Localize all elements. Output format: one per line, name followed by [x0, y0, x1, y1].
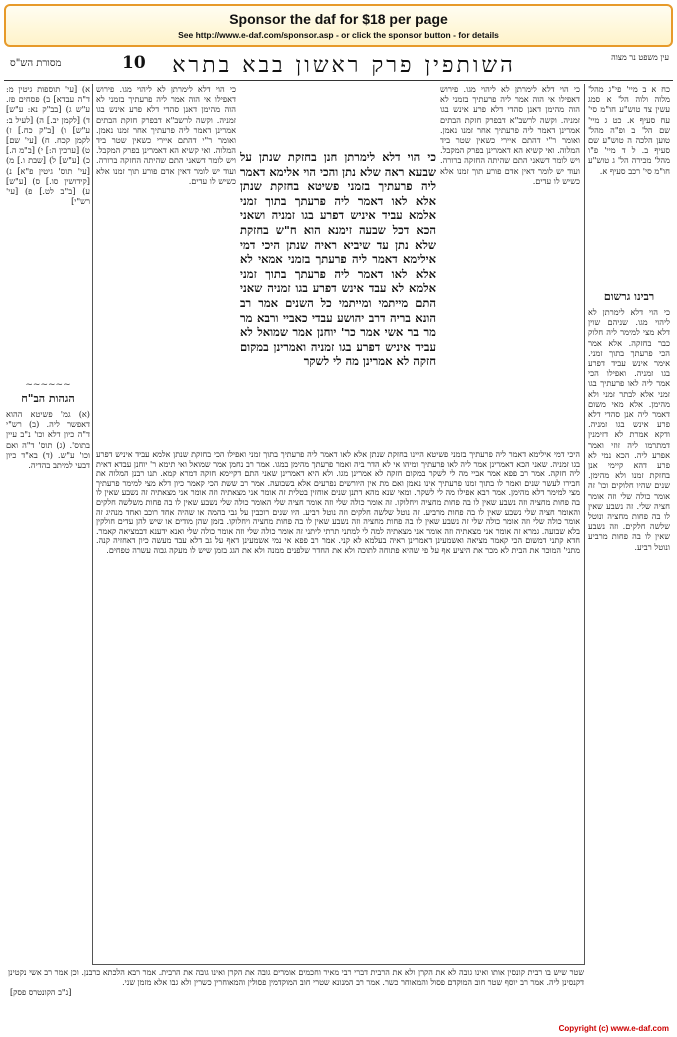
column-rule — [92, 84, 93, 964]
left-margin-note: [נ"ב הקונטרס פסק] — [10, 988, 72, 997]
commentary-body — [96, 450, 580, 965]
bottom-rule — [92, 964, 585, 965]
page-header — [4, 50, 673, 81]
hagahot-title: הגהות הב"ח — [21, 392, 75, 405]
bottom-commentary — [8, 968, 584, 1028]
rabbeinu-gershom-text: כי הוי דלא לימרתן לא ליהוי מגו. שניהם שוין דלא מצי למימר ליה חלוק כבר בחזקה. אלא אמר הכי פרעתך בתוך זמני. אימר אינש עביד דפרע בגו זמניה. ואפילו הכי אמר ליה לאו פרעתיך בגו זמני אלא לבתר זמני ולא מהימן. אלא מאי משום דאמר ליה אנן סהדי דלא פרע אינש בגו זמניה. ודקא אמרת לא דזימנין דמתרמו ליה זוזי ואמר אפרע ליה. הכא נמי לא פרע דהא קיימי אנן בחזקת זמנו ולא מהימן. שנים שהיו חלוקים וכו' זה אומר כולה שלי וזה אומר חציה שלי. זה נשבע שאין לו בה פחות מחציה ונוטל שלשה חלקים. וזה נשבע שאין לו בה פחות מרביע ונוטל רביע. — [588, 307, 670, 552]
ornament-divider: ~~~~~~ — [25, 380, 71, 390]
sponsor-title[interactable]: Sponsor the daf for $18 per page — [229, 11, 448, 27]
sponsor-banner[interactable] — [4, 4, 673, 47]
page-number: 10 — [122, 53, 146, 73]
hagahot-text: (א) גמ' פשיטא ההוא דאפשר ליה. (ב) רש"י ד"ה כיון דלא וכו' נ"ב עיין בתוס'. (ג) תוס' ד"ה ואם וכו' ע"ש. (ד) בא"ד כיון דבעי למיתב בהדיה. — [6, 409, 90, 471]
rabbeinu-gershom-title: רבינו גרשום — [603, 290, 655, 303]
rashi-upper-column — [440, 84, 580, 446]
sponsor-subtitle[interactable]: See http://www.e-daf.com/sponsor.asp - or click the sponsor button - for details — [178, 30, 499, 40]
ein-mishpat-text: כח א ב מיי' פי"ג מהל' מלוה ולוה הל' א סמג עשין צד טוש"ע חו"מ סי' עח סעיף א. כט ג מיי' שם הל' ב ופ"ה מהל' טוען הלכה ה טוש"ע שם סעיף ב. ל ד מיי' פ"ו מהל' מכירה הל' ג טוש"ע חו"מ סי' רכב סעיף א. — [588, 84, 670, 176]
rabbeinu-gershom-column — [588, 288, 670, 848]
commentary-body-text: היכי דמי אילימא דאמר ליה פרעתיך בזמני פשיטא היינו בחזקת שנתן אלא לאו דאמר ליה פרעתיך בתוך זמני ואפילו הכי בחזקת שנתן אלמא עביד איניש דפרע בגו זמניה. שאני הכא דאמרינן אמר ליה לאו פרעתיך ומיהו אי לא הדר ביה ואמר פרעתך מהימן במגו. אמר רב נחמן אמר שמואל ואי תימא ר' יוחנן עבדא דאית ליה חזקה. אמר רב פפא אמר אביי מה לי לשקר במקום חזקה לא אמרינן מגו. ולא היא דאמרינן שאני התם דקיימא חזקה דמרא קמא. תנו רבנן המלוה את חבירו לעשר שנים ואמר לו בתוך זמנו פרעתיך אינו נאמן ואם מת אין היורשים נפרעים אלא בשבועה. אמר רב ששת הכי קאמר כיון דלא מצי למימר פרעתיך מצי למימר דלא מהימן. אמר רבא אפילו מה לי לשקר. ומאי שנא מהא דתנן שנים אוחזין בטלית זה אומר אני מצאתיה וזה אומר אני מצאתיה זה נשבע שאין לו בה פחות מחציה וזה נשבע שאין לו בה פחות מחציה ויחלוקו. זה אומר כולה שלי וזה אומר חציה שלי האומר כולה שלי נשבע שאין לו בה פחות משלשה חלקים והאומר חציה שלי נשבע שאין לו בה פחות מרביע. זה נוטל שלשה חלקים וזה נוטל רביע. היו שנים רוכבין על גבי בהמה או שהיה אחד רוכב ואחד מנהיג זה אומר כולה שלי וזה אומר כולה שלי זה נשבע שאין לו בה פחות מחציה וזה נשבע שאין לו בה פחות מחציה ויחלוקו. בזמן שהן מודים או שיש להן עדים חולקין בלא שבועה. גמרא זה אומר אני מצאתיה וזה אומר אני מצאתיה למה לי למתני תרתי ליתני זה אומר כולה שלי וזה אומר כולה שלי ואנא ידענא דבמציאה קאמר. חדא קתני דמשום הכי קאמר מציאה ואשמעינן דאמרינן ראיה בעלמא לא קני. אמר רב פפא אי נמי אשמעינן דאף על גב דלא עבד מעשה כיון דאחזיה קנה. מתני' המוכר את הבית לא מכר את היציע אף על פי שהיא פתוחה לתוכה ולא את החדר שלפנים ממנה ולא את הגג בזמן שיש לו מעקה גבוה עשרה טפחים. — [96, 450, 580, 555]
gemara-main-text — [240, 150, 436, 446]
ein-mishpat-column — [588, 84, 670, 284]
rashi-upper-text: כי הוי דלא לימרתן לא ליהוי מגו. פירוש דאפילו אי הוה אמר ליה פרעתיך בזמני לא הוה מהימן דאנן סהדי דלא פרע אינש בגו זמניה. וקשה לרשב"א דבפרק חזקת הבתים אמרינן דאמר ליה פרעתיך אחר זמנו נאמן. ואומר ר"י דהתם איירי כשאין שטר ביד המלוה. ואי קשיא הא דאמרינן בפרק המקבל. ויש לומר דשאני התם שהיתה החזקה ברורה. ועוד יש לומר דאין אדם פורע תוך זמנו אלא כשיש לו עדים. — [440, 84, 580, 186]
bottom-commentary-text: שטר שיש בו רבית קונסין אותו ואינו גובה לא את הקרן ולא את הרבית דברי רבי מאיר וחכמים אומרים גובה את הקרן ואינו גובה את הרבית. אמר רבא הלכתא כרבנן. וכן אמר רב אשי נקטינן דקנסינן ליה. אמר רב יוסף שטר חוב המוקדם פסול והמאוחר כשר. אמר רב המנונא שטרי חוב המוקדמין פסולין והמאוחרין כשרין ולא גבו אלא מזמן שני. — [8, 968, 584, 987]
ein-mishpat-label: עין משפט נר מצוה — [611, 53, 669, 62]
masoret-hashas-column — [6, 84, 90, 374]
copyright-link[interactable]: Copyright (c) www.e-daf.com — [558, 1024, 669, 1033]
gemara-text: כי הוי דלא לימרתן חנן בחזקת שנתן על שבעא ראה שלא נתן והכי הוי אלימא דאמר ליה פרעתיך בזמני פשיטא בחזקת שנתן אלא לאו דאמר ליה פרעתך בתוך זמני אלמא עביד איניש דפרע בגו זמניה ושאני הכא דכל שבעה זימנא הוא ח"ש בחזקת שלא נתן עד שיביא ראיה שנתן היכי דמי אילימא דאמר ליה פרעתך בזמני אמאי לא אלא לאו דאמר ליה פרעתך בתוך זמני אלמא לא עבד אינש דפרע בגו זמניה שאני התם מייתמי ומייתמי כל השנים אמר רב הונא בריה דרב יהושע עבדי כאביי ורבא מר מר בר אשי אמר כר' יוחנן אמר שמואל לא עביד איניש דפרע בגו זמניה ואמרינן במקום חזקה לא אמרינן מה לי לשקר — [240, 150, 436, 369]
column-rule — [584, 84, 585, 964]
tosafot-column — [96, 84, 236, 446]
page-title: השותפין פרק ראשון בבא בתרא — [172, 53, 516, 78]
hagahot-column — [6, 378, 90, 618]
masoret-hashas-label: מסורת הש"ס — [10, 58, 62, 69]
talmud-page — [4, 50, 673, 1032]
tosafot-text: כי הוי דלא לימרתן לא ליהוי מגו. פירוש דאפילו אי הוה אמר ליה פרעתיך בזמני לא הוה מהימן דאנן סהדי דלא פרע אינש בגו זמניה. וקשה לרשב"א דבפרק חזקת הבתים אמרינן דאמר ליה פרעתיך אחר זמנו נאמן. ואומר ר"י דהתם איירי כשאין שטר ביד המלוה. ואי קשיא הא דאמרינן בפרק המקבל. ויש לומר דשאני התם שהיתה החזקה ברורה. ועוד יש לומר דאין אדם פורע תוך זמנו אלא כשיש לו עדים. — [96, 84, 236, 186]
masoret-hashas-text: א) [עי' תוספות גיטין מ: ד"ה עבדא] ב) פסחים פז. ע"ש ג) [בב"ק נא: ע"ש] ד) [לקמן יב.] ה) [לעיל ב: ע"ש] ו) [ב"ק כח.] ז) לקמן קכח. ח) [עי' שם] ט) [ערכין ה:] י) [ב"מ ה.] כ) [ע"ש] ל) [שבת ו.] מ) [עי' תוס' גיטין פ"א] נ) [קידושין סו.] ס) [ע"ש] ע) [ב"ב לט.] פ) [עי' רש"י] — [6, 84, 90, 207]
